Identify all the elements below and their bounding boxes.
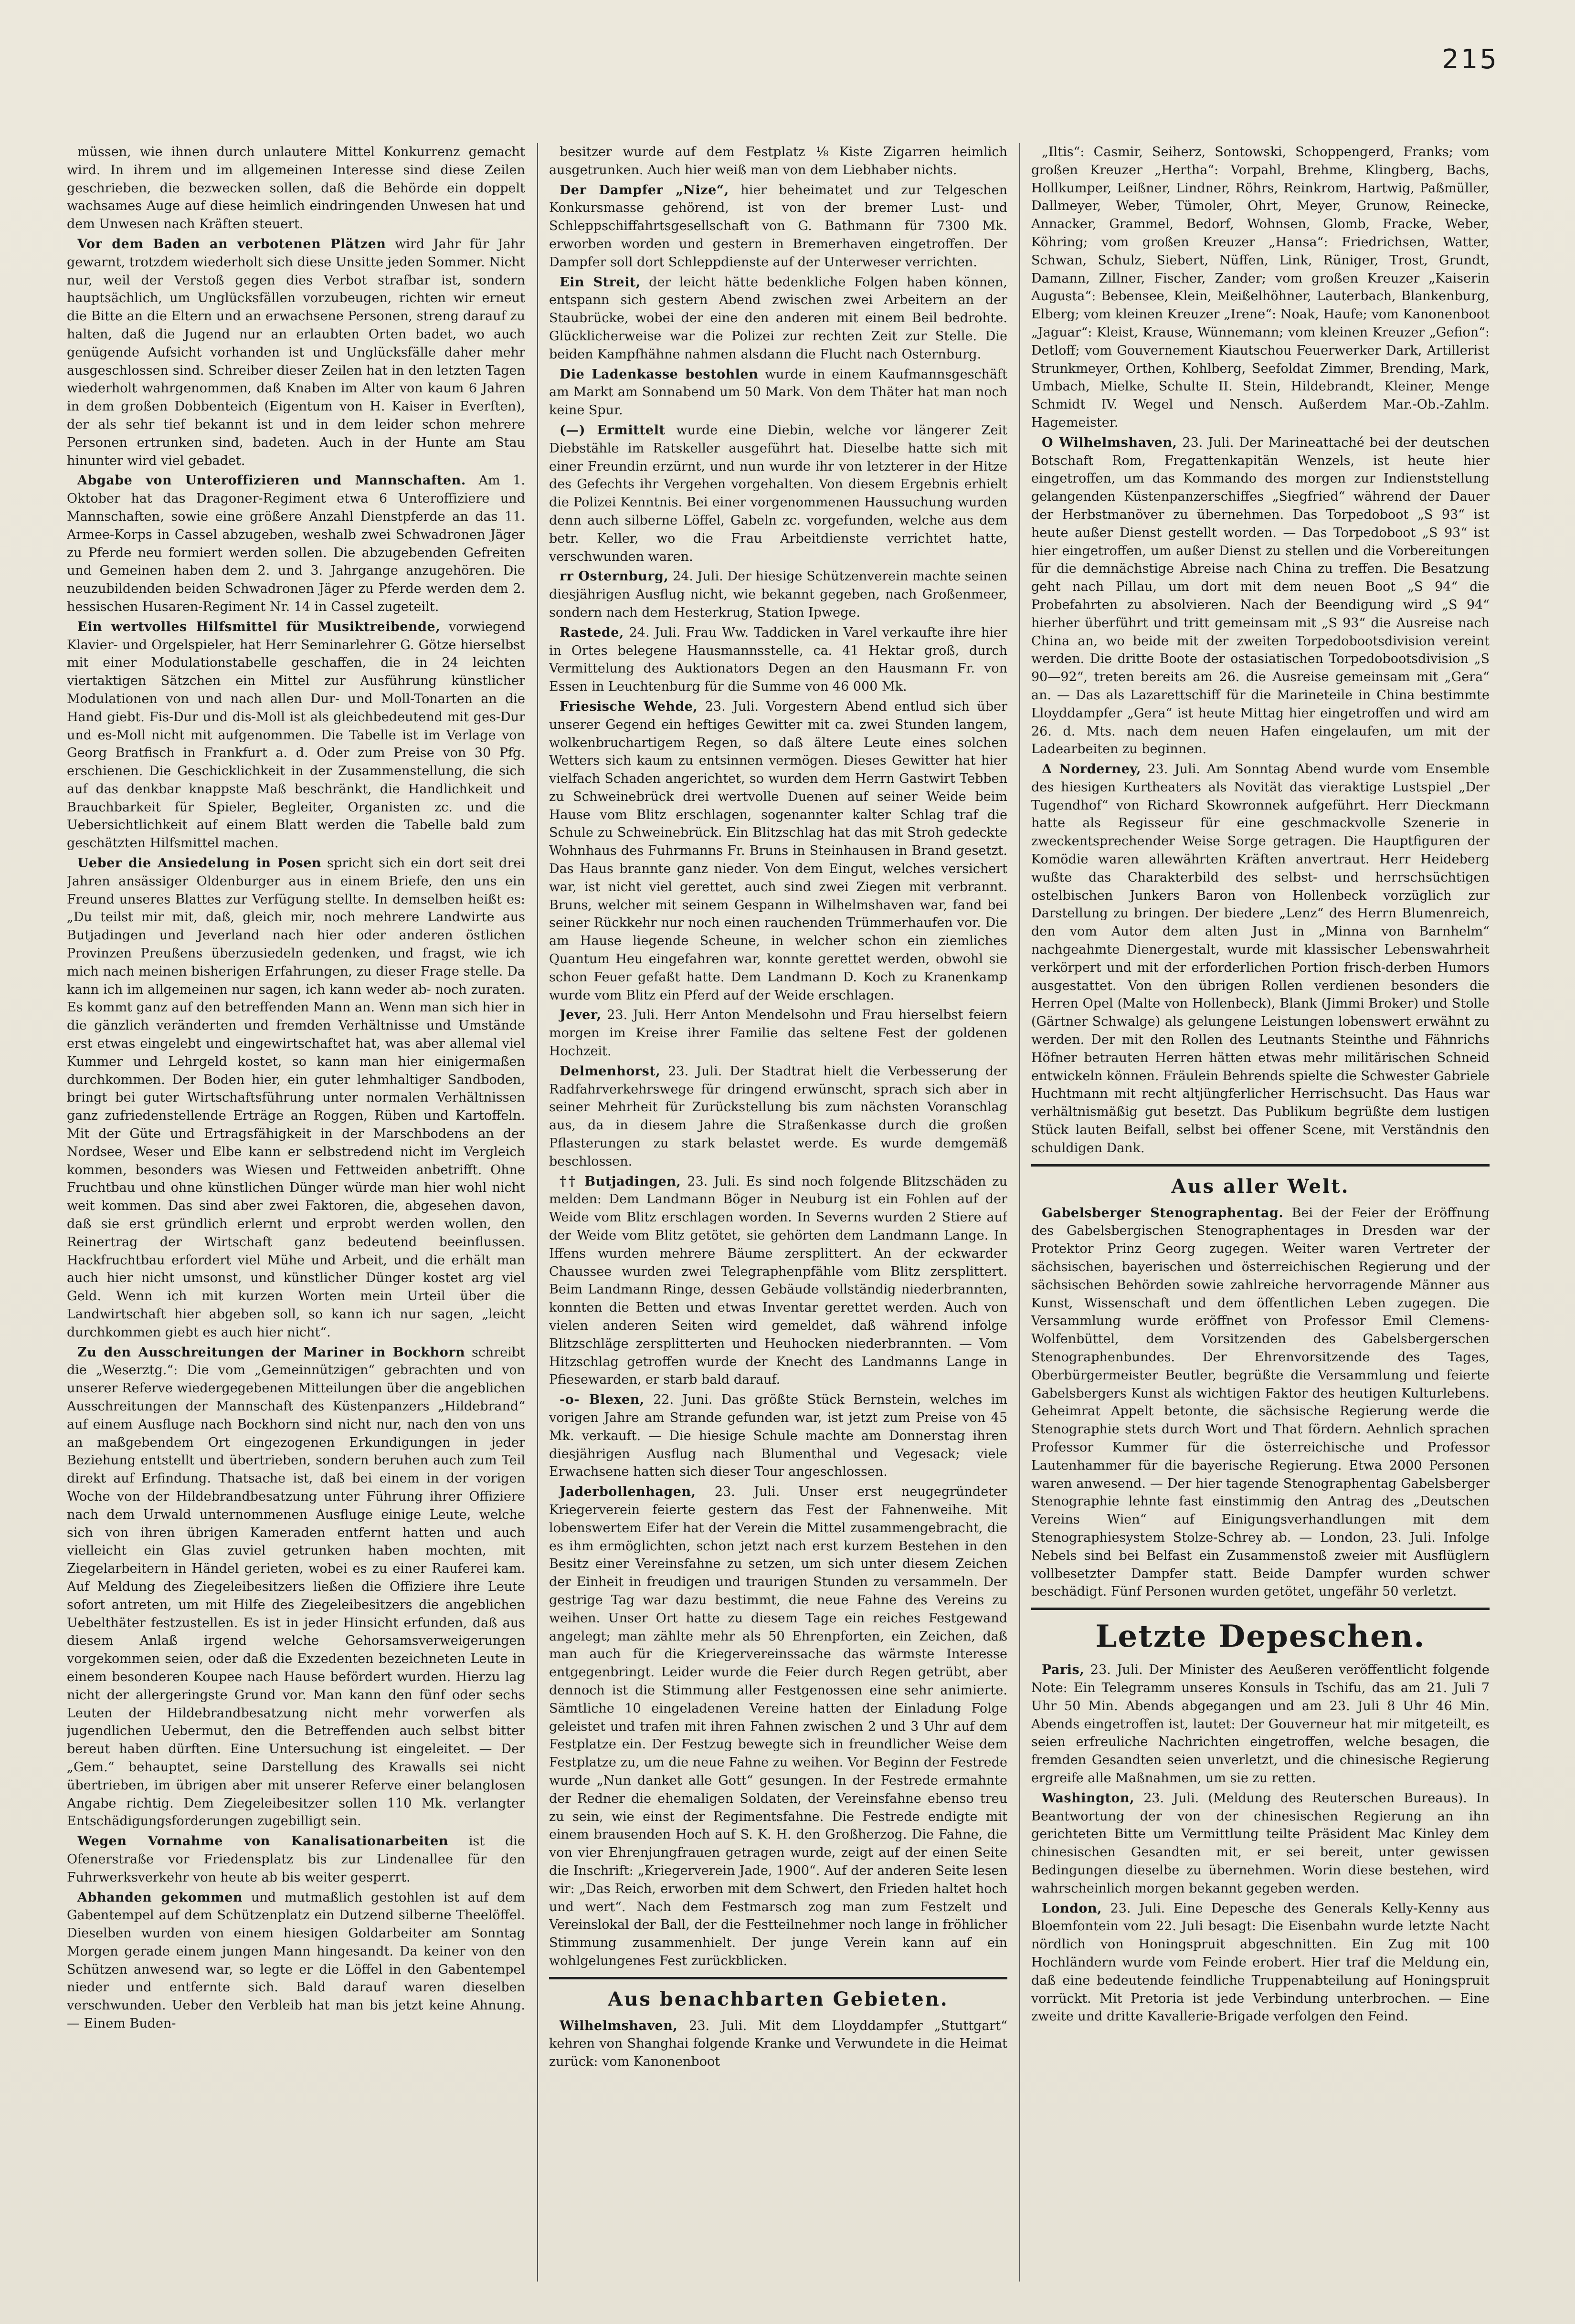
article-paragraph [1031, 1661, 1490, 1788]
article-lead: Der Dampfer „Nize“, [560, 182, 729, 198]
section-heading: Letzte Depeschen. [1095, 1619, 1426, 1655]
article-lead: Delmenhorst, [560, 1063, 661, 1079]
article-text: hier beheimatet und zur Telgeschen Konkursmasse gehörend, ist von der bremer Lust- und Schleppschiffahrtsgesellschaft von G. Bathmann für 7300 Mk. erworben worden und gestern in Bremerhaven eingetroffen. Der Dampfer soll dort Schleppdienste auf der Unterweser verrichten. [549, 182, 1007, 270]
article-text: wird Jahr für Jahr gewarnt, trotzdem wiederholt sich diese Unsitte jeden Sommer. Nicht nur, weil der Verstoß gegen dies Verbot strafbar ist, sondern hauptsächlich, um Unglücksfällen vorzubeugen, richten wir erneut die Bitte an die Eltern und an erwachsene Personen, streng darauf zu halten, daß die Jugend nur an erlaubten Orten badet, wo auch genügende Aufsicht vorhanden ist und Unglücksfälle daher mehr ausgeschlossen sind. Schreiber dieser Zeilen hat in den letzten Tagen wiederholt wahrgenommen, daß Knaben im Alter von kaum 6 Jahren in dem großen Dobbenteich (Eigentum von H. Kaiser in Everſten), der als sehr tief bekannt ist und in dem leider schon mehrere Personen ertrunken sind, badeten. Auch in der Hunte am Stau hinunter wird viel gebadet. [67, 236, 525, 468]
article-paragraph [67, 1344, 525, 1831]
article-paragraph [67, 854, 525, 1342]
article-text: 24. Juli. Der hiesige Schützenverein machte seinen diesjährigen Ausflug nicht, wie bekannt gegeben, nach Großenmeer, sondern nach dem Hesterkrug, Station Ipwege. [549, 569, 1007, 620]
article-lead: Paris, [1042, 1662, 1085, 1678]
article-paragraph [549, 624, 1007, 696]
section-divider [549, 1977, 1007, 1979]
article-lead: Gabelsberger Stenographentag. [1042, 1205, 1284, 1220]
article-lead: -o- Blexen, [560, 1392, 645, 1408]
article-paragraph [1031, 1900, 1490, 2026]
article-lead: Ein wertvolles Hilfsmittel für Musiktreibende, [77, 619, 441, 634]
article-lead: Wegen Vornahme von Kanalisationarbeiten [77, 1834, 449, 1849]
section-divider [1031, 1164, 1490, 1167]
article-text: und mutmaßlich gestohlen ist auf dem Gabentempel auf dem Schützenplatz ein Dutzend silberne Theelöffel. Dieselben wurden von einem hiesigen Goldarbeiter am Sonntag Morgen gerade einem jungen Mann hingesandt. Da keiner von den Schützen anwesend war, so legte er die Löffel in den Gabentempel nieder und entfernte sich. Bald darauf waren dieselben verschwunden. Ueber den Verbleib hat man bis jetzt keine Ahnung. — Einem Buden- [67, 1890, 525, 2031]
article-lead: Friesische Wehde, [560, 699, 698, 714]
column-rule [1019, 143, 1020, 2282]
column-rule [537, 143, 538, 2282]
article-lead: Wilhelmshaven, [560, 2018, 678, 2033]
article-paragraph [549, 1062, 1007, 1171]
article-paragraph [549, 1006, 1007, 1060]
article-lead: Rastede, [560, 625, 624, 640]
article-text: müssen, wie ihnen durch unlautere Mittel Konkurrenz gemacht wird. In ihrem und im allgemeinen Interesse sind diese Zeilen geschrieben, die bezwecken sollen, daß die Behörde ein doppelt wachsames Auge auf diese heimlich eindringenden Unwesen hat und dem Unwesen nach Kräften steuert. [67, 145, 525, 232]
article-text: 23. Juli. Eine Depesche des Generals Kelly-Kenny aus Bloemfontein vom 22. Juli besagt: Die Eisenbahn wurde letzte Nacht nördlich von Honingspruit abgeschnitten. Ein Zug mit 100 Hochländern wurde vom Feinde erobert. Hier traf die Meldung ein, daß eine bedeutende feindliche Truppenabteilung auf Honingspruit vorrückt. Mit Pretoria ist jede Verbindung unterbrochen. — Eine zweite und dritte Kavallerie-Brigade verfolgen den Feind. [1031, 1901, 1490, 2024]
article-paragraph [1031, 1789, 1490, 1898]
article-paragraph [67, 1832, 525, 1886]
section-heading: Aus aller Welt. [1171, 1175, 1350, 1198]
article-lead: rr Osternburg, [560, 569, 669, 584]
article-lead: O Wilhelmshaven, [1042, 435, 1177, 450]
article-paragraph [549, 273, 1007, 364]
article-lead: Jever, [560, 1008, 602, 1023]
article-text: 23. Juli. Am Sonntag Abend wurde vom Ensemble des hiesigen Kurtheaters als Novität das vieraktige Lustspiel „Der Tugendhof“ von Richard Skowronnek aufgeführt. Herr Dieckmann hatte als Regisseur für eine geschmackvolle Szenerie in zweckentsprechender Weise Sorge getragen. Die Hauptfiguren der Komödie waren allewährten Kräften anvertraut. Herr Heideberg wußte das Charakterbild des selbst- und herrschsüchtigen ostelbischen Junkers Baron von Hollenbeck vorzüglich zur Darstellung zu bringen. Der biedere „Lenz“ des Herrn Blumenreich, den vom Autor dem alten Just in „Minna von Barnhelm“ nachgeahmte Dienergestalt, wurde mit klassischer Lebenswahrheit verkörpert und mit der erforderlichen Portion frisch-derben Humors ausgestattet. Von den übrigen Rollen verdienen besonders die Herren Opel (Malte von Hollenbeck), Blank (Jimmi Broker) und Stolle (Gärtner Schwalge) als gelungene Leistungen lobenswert erwähnt zu werden. Der mit den Rollen des Leutnants Steinthe und Fähnrichs Höfner betrauten Herren hätten etwas mehr militärischen Schneid entwickeln können. Fräulein Behrends spielte die Schwester Gabriele Huchtmann mit recht altjüngferlicher Herrischsucht. Das Haus war verhältnismäßig gut besetzt. Das Publikum begrüßte dem lustigen Stück lauten Beifall, selbst bei offener Scene, mit Verständnis den schuldigen Dank. [1031, 762, 1490, 1156]
article-paragraph [1031, 1204, 1490, 1601]
article-text: 22. Juni. Das größte Stück Bernstein, welches im vorigen Jahre am Strande gefunden war, ist jetzt zum Preise von 45 Mk. verkauft. — Die hiesige Schule machte am Donnerstag ihren diesjährigen Ausflug nach Blumenthal und Vegesack; viele Erwachsene hatten sich dieser Tour angeschlossen. [549, 1392, 1007, 1480]
article-text: 23. Juli. (Meldung des Reuterschen Bureaus). In Beantwortung der von der chinesischen Regierung an ihn gerichteten Bitte um Vermittlung teilte Präsident Mac Kinley dem chinesischen Gesandten mit, er sei bereit, unter gewissen Bedingungen dieselbe zu übernehmen. Worin diese bestehen, wird wahrscheinlich morgen bekannt gegeben werden. [1031, 1790, 1490, 1896]
article-text: 24. Juli. Frau Ww. Taddicken in Varel verkaufte ihre hier in Ortes belegene Hausmannsstelle, ca. 41 Hektar groß, durch Vermittelung des Auktionators Degen an den Hausmann Fr. von Essen in Leuchtenburg für die Summe von 46 000 Mk. [549, 625, 1007, 694]
article-text: der leicht hätte bedenkliche Folgen haben können, entspann sich gestern Abend zwischen zwei Arbeitern an der Staubrücke, wobei der eine den anderen mit einem Beil bedrohte. Glücklicherweise war die Polizei zur rechten Zeit zur Stelle. Die beiden Kampfhähne nahmen alsdann die Flucht nach Osternburg. [549, 274, 1007, 362]
article-text: wurde in einem Kaufmannsgeschäft am Markt am Sonnabend um 50 Mark. Von dem Thäter hat man noch keine Spur. [549, 367, 1007, 418]
article-text: vorwiegend Klavier- und Orgelspieler, hat Herr Seminarlehrer G. Götze hierselbst mit einer Modulationstabelle geschaffen, die in 24 leichten viertaktigen Sätzchen ein Mittel zur Ausführung künstlicher Modulationen von und nach allen Dur- und Moll-Tonarten an die Hand giebt. Fis-Dur und dis-Moll ist als gleichbedeutend mit ges-Dur und es-Moll nicht mit aufgenommen. Die Tabelle ist im Verlage von Georg Bratfisch in Frankfurt a. d. Oder zum Preise von 30 Pfg. erschienen. Die Geschicklichkeit in der Zusammenstellung, die sich auf das denkbar knappste Maß beschränkt, die Handlichkeit und Brauchbarkeit für Spieler, Begleiter, Organisten zc. und die Uebersichtlichkeit auf einem Blatt werden die Tabelle bald zum geschätzten Hilfsmittel machen. [67, 619, 525, 851]
article-text: wurde eine Diebin, welche vor längerer Zeit Diebstähle im Ratskeller ausgeführt hat. Dieselbe hatte sich mit einer Freundin erzürnt, und nun wurde ihr von letzterer in der Hitze des Gefechts ihr Vergehen vorgehalten. Von diesem Ergebnis erhielt die Polizei Kenntnis. Bei einer vorgenommenen Haussuchung wurden denn auch silberne Löffel, Gabeln zc. vorgefunden, welche aus dem betr. Keller, wo die Frau Arbeitdienste verrichtet hatte, verschwunden waren. [549, 422, 1007, 564]
article-lead: (—) Ermittelt [560, 422, 666, 438]
article-paragraph [67, 1889, 525, 2033]
article-lead: Zu den Ausschreitungen der Mariner in Bockhorn [77, 1345, 465, 1360]
article-paragraph [549, 568, 1007, 621]
article-text: 23. Juli. Mit dem Lloyddampfer „Stuttgart“ kehren von Shanghai folgende Kranke und Verwundete in die Heimat zurück: vom Kanonenboot [549, 2018, 1007, 2070]
article-text: 23. Juli. Vorgestern Abend entlud sich über unserer Gegend ein heftiges Gewitter mit ca. zwei Stunden langem, wolkenbruchartigem Regen, so daß ältere Leute eines solchen Wetters sich kaum zu entsinnen vermögen. Dieses Gewitter hat hier vielfach Schaden angerichtet, so wurden dem Herrn Gastwirt Tebben zu Schweinebrück drei wertvolle Duenen auf seiner Weide beim Hause vom Blitz erschlagen, sogenannter kalter Schlag traf die Schule zu Schweinebrück. Ein Blitzschlag hat das mit Stroh gedeckte Wohnhaus des Fuhrmanns Fr. Bruns in Steinhausen in Brand gesetzt. Das Haus brannte ganz nieder. Von dem Eingut, welches versichert war, ist nicht viel gerettet, auch sind zwei Ziegen mit verbrannt. Bruns, welcher mit seinem Gespann in Wilhelmshaven war, fand bei seiner Rückkehr nur noch einen rauchenden Trümmerhaufen vor. Die am Hause liegende Scheune, in welcher schon ein ziemliches Quantum Heu eingefahren war, konnte gerettet werden, obwohl sie schon Feuer gefaßt hatte. Dem Landmann D. Koch zu Kranenkamp wurde vom Blitz ein Pferd auf der Weide erschlagen. [549, 699, 1007, 1003]
article-text: 23. Juli. Unser erst neugegründeter Kriegerverein feierte gestern das Fest der Fahnenweihe. Mit lobenswertem Eifer hat der Verein die Mittel zusammengebracht, die es ihm ermöglichten, schon jetzt nach erst kurzem Bestehen in den Besitz einer Vereinsfahne zu setzen, um sich unter diesem Zeichen der Einheit in freudigen und traurigen Stunden zu versammeln. Der gestrige Tag war dazu bestimmt, die neue Fahne des Vereins zu weihen. Unser Ort hatte zu diesem Tage ein reiches Festgewand angelegt; man zählte mehr als 50 Ehrenpforten, ein Zeichen, daß man auch für die Kriegervereinssache das wärmste Interesse entgegenbringt. Leider wurde die Feier durch Regen getrübt, aber dennoch ist die Stimmung aller Festgenossen eine sehr animierte. Sämtliche 10 eingeladenen Vereine hatten der Einladung Folge geleistet und trafen mit ihren Fahnen zwischen 2 und 3 Uhr auf dem Festplatze ein. Der Festzug bewegte sich in freundlicher Weise dem Festplatze zu, um die neue Fahne zu weihen. Vor Beginn der Festrede wurde „Nun danket alle Gott“ gesungen. In der Festrede ermahnte der Redner die ehemaligen Soldaten, der Vereinsfahne ebenso treu zu sein, wie einst der Regimentsfahne. Die Festrede endigte mit einem brausenden Hoch auf S. K. H. den Großherzog. Die Fahne, die von vier Ehrenjungfrauen getragen wurde, zeigt auf der einen Seite die Inschrift: „Kriegerverein Jade, 1900“. Auf der anderen Seite lesen wir: „Das Reich, erworben mit dem Schwert, den Frieden haltet hoch und wert“. Nach dem Festmarsch zog man zum Festzelt und Vereinslokal der Ball, der die Festteilnehmer noch lange in fröhlicher Stimmung zusammenhielt. Der junge Verein kann auf ein wohlgelungenes Fest zurückblicken. [549, 1484, 1007, 1968]
section-heading: Aus benachbarten Gebieten. [608, 1987, 949, 2010]
article-text: 23. Juli. Der Stadtrat hielt die Verbesserung der Radfahrverkehrswege für dringend erwünscht, sprach sich aber in seiner Mehrheit für Zurückstellung bis zum nächsten Voranschlag aus, da in diesem Jahre die Straßenkasse durch die großen Pflasterungen zu stark belastet werde. Es wurde demgemäß beschlossen. [549, 1063, 1007, 1169]
article-lead: †† Butjadingen, [560, 1174, 681, 1189]
article-text: schreibt die „Weserztg.“: Die vom „Gemeinnützigen“ gebrachten und von unserer Referve wiedergegebenen Mitteilungen über die angeblichen Ausschreitungen der Mannschaft des Küstenpanzers „Hildebrand“ auf einem Ausfluge nach Bockhorn sind nicht nur, nach den von uns an maßgebendem Ort eingezogenen Erkundigungen in jeder Beziehung entstellt und übertrieben, sondern beruhen auch zum Teil direkt auf Erfindung. Thatsache ist, daß bei einem in der vorigen Woche von der Hildebrandbesatzung unter Führung ihrer Offiziere nach dem Urwald unternommenen Ausfluge einige Leute, welche sich von ihren übrigen Kameraden entfernt hatten und auch vielleicht ein Glas zuviel getrunken haben mochten, mit Ziegelarbeitern in Händel gerieten, wobei es zu einer Rauferei kam. Auf Meldung des Ziegeleibesitzers ließen die Offiziere ihre Leute sofort antreten, um mit Hilfe des Ziegeleibesitzers die angeblichen Uebelthäter festzustellen. Es ist in jeder Hinsicht erfunden, daß aus diesem Anlaß irgend welche Gehorsamsverweigerungen vorgekommen seien, oder daß die Exzedenten bezeichneten Leute in einem besonderen Koupee nach Hause befördert wurden. Hierzu lag nicht der allergeringste Grund vor. Man kann den fünf oder sechs Leuten der Hildebrandbesatzung nicht mehr vorwerfen als jugendlichen Uebermut, den die Betreffenden auch selbst bitter bereut haben dürften. Eine Untersuchung ist eingeleitet. — Der „Gem.“ behauptet, seine Darstellung des Krawalls sei nicht übertrieben, im übrigen aber mit unserer Referve einer belanglosen Angabe richtig. Dem Ziegeleibesitzer sollen 110 Mk. verlangter Entschädigungsforderungen zugebilligt sein. [67, 1345, 525, 1829]
article-lead: Ein Streit, [560, 274, 641, 290]
article-lead: Washington, [1042, 1790, 1135, 1806]
article-lead: Ueber die Ansiedelung in Posen [77, 856, 322, 871]
article-paragraph [549, 181, 1007, 272]
article-text: spricht sich ein dort seit drei Jahren ansässiger Oldenburger aus in einem Briefe, den uns ein Freund unseres Blattes zur Verfügung stellte. In demselben heißt es: „Du teilst mir mit, daß, gleich mir, noch mehrere Landwirte aus Butjadingen und Jeverland nach hier oder anderen östlichen Provinzen Preußens überzusiedeln gedenken, und fragst, wie ich mich nach meinen bisherigen Erfahrungen, zu dieser Frage stelle. Da kann ich im allgemeinen nur sagen, ich kann weder ab- noch zuraten. Es kommt ganz auf den betreffenden Mann an. Wenn man sich hier in die gänzlich veränderten und fremden Verhältnisse und Umstände erst etwas eingelebt und eingewirtschaftet hat, was aber allemal viel Kummer und Lehrgeld kostet, so kann man hier einigermaßen durchkommen. Der Boden hier, ein guter lehmhaltiger Sandboden, bringt bei guter Wirtschaftsführung unter normalen Verhältnissen ganz zufriedenstellende Erträge an Roggen, Rüben und Kartoffeln. Mit der Güte und Ertragsfähigkeit in der Marschbodens an der Nordsee, Weser und Elbe kann er selbstredend nicht im Vergleich kommen, besonders was Wiesen und Fettweiden anbetrifft. Ohne Fruchtbau und ohne künstlichen Dünger würde man hier wohl nicht weit kommen. Das sind aber zwei Faktoren, die, abgesehen davon, daß sie erst gründlich erlernt und erprobt werden wollen, den Reinertrag der Wirtschaft ganz bedeutend beeinflussen. Hackfruchtbau erfordert viel Mühe und Arbeit, und die erhält man auch hier nicht umsonst, und künstlicher Dünger kostet arg viel Geld. Wenn ich mit kurzen Worten mein Urteil über die Landwirtschaft hier abgeben soll, so kann ich nur sagen, „leicht durchkommen giebt es auch hier nicht“. [67, 856, 525, 1340]
article-lead: Abhanden gekommen [77, 1890, 243, 1905]
article-lead: Abgabe von Unteroffizieren und Mannschaften. [77, 473, 466, 488]
article-text: 23. Juli. Der Marineattaché bei der deutschen Botschaft Rom, Fregattenkapitän Wenzels, ist heute hier eingetroffen, um das Kommando des morgen zur Indienststellung gelangenden Küstenpanzerschiffes „Siegfried“ während der Dauer der Herbstmanöver zu übernehmen. Das Torpedoboot „S 93“ ist heute außer Dienst gestellt worden. — Das Torpedoboot „S 93“ ist hier eingetroffen, um außer Dienst zu stellen und die Vorbereitungen für die demnächstige Abreise nach China zu treffen. Die Besatzung geht nach Pillau, um dort mit dem neuen Boot „S 94“ die Probefahrten zu absolvieren. Nach der Beendigung wird „S 94“ hierher überführt und tritt gemeinsam mit „S 93“ die Ausreise nach China an, wo beide mit der zweiten Torpedobootsdivision vereint werden. Die dritte Boote der ostasiatischen Torpedobootsdivision „S 90—92“, treten bereits am 26. die Ausreise gemeinsam mit „Gera“ an. — Das als Lazarettschiff für die Marineteile in China bestimmte Lloyddampfer „Gera“ ist heute Mittag hier eingetroffen und wird am 26. d. Mts. nach dem neuen Hafen eingelaufen, um mit der Ladearbeiten zu beginnen. [1031, 435, 1490, 757]
article-text: besitzer wurde auf dem Festplatz ⅛ Kiste Zigarren heimlich ausgetrunken. Auch hier weiß man von dem Liebhaber nichts. [549, 145, 1007, 178]
article-paragraph [549, 1391, 1007, 1481]
article-paragraph [67, 235, 525, 470]
article-paragraph [549, 698, 1007, 1005]
article-paragraph [1031, 760, 1490, 1157]
article-text: ist die Ofenerstraße vor Friedensplatz bis zur Lindenallee für den Fuhrwerksverkehr von heute ab bis weiter gesperrt. [67, 1834, 525, 1885]
article-text: „Iltis“: Casmir, Seiherz, Sontowski, Schoppengerd, Franks; vom großen Kreuzer „Hertha“: Vorpahl, Brehme, Klingberg, Bachs, Hollkumper, Leißner, Lindner, Röhrs, Reinkrom, Hartwig, Paßmüller, Dallmeyer, Weber, Tümoler, Ohrt, Meyer, Grunow, Reinecke, Annacker, Grammel, Bedorf, Wohnsen, Glomb, Fracke, Weber, Köhring; vom großen Kreuzer „Hansa“: Friedrichsen, Watter, Schwan, Schulz, Siebert, Nüffen, Link, Rüniger, Trost, Grundt, Damann, Zillner, Fischer, Zander; vom großen Kreuzer „Kaiserin Augusta“: Bebensee, Klein, Meißelhöhner, Lauterbach, Blankenburg, Elberg; vom kleinen Kreuzer „Irene“: Noak, Haufe; vom Kanonenboot „Jaguar“: Kleist, Krause, Wünnemann; vom kleinen Kreuzer „Gefion“: Detloff; vom Gouvernement Kiautschou Feuerwerker Dark, Artillerist Strunkmeyer, Orthen, Kohlberg, Seefoldat Zimmer, Brending, Mark, Umbach, Mielke, Schulte II. Stein, Hildebrandt, Kleiner, Menge Schmidt IV. Wegel und Nensch. Außerdem Mar.-Ob.-Zahlm. Hagemeister. [1031, 145, 1490, 430]
article-lead: Jaderbollenhagen, [560, 1484, 696, 1500]
article-paragraph [1031, 143, 1490, 432]
page-number: 215 [1442, 44, 1499, 75]
article-paragraph [549, 1173, 1007, 1389]
article-text: Bei der Feier der Eröffnung des Gabelsbergischen Stenographentages in Dresden war der Protektor Prinz Georg zugegen. Weiter waren Vertreter der sächsischen, bayerischen und österreichischen Regierung und der sächsischen Behörden sowie zahlreiche hervorragende Männer aus Kunst, Wissenschaft und dem öffentlichen Leben zugegen. Die Versammlung wurde eröffnet von Professor Emil Clemens-Wolfenbüttel, dem Vorsitzenden des Gabelsbergerschen Stenographenbundes. Der Ehrenvorsitzende des Tages, Oberbürgermeister Beutler, begrüßte die Versammlung und feierte Gabelsbergers Kunst als wichtigen Faktor des heutigen Kulturlebens. Geheimrat Appelt betonte, die sächsische Regierung werde die Stenographie stets durch Wort und That fördern. Aehnlich sprachen Professor Kummer für die österreichische und Professor Lautenhammer für die bayerische Regierung. Etwa 2000 Personen waren anwesend. — Der hier tagende Stenographentag Gabelsberger Stenographie lehnte fast einstimmig den Antrag des „Deutschen Vereins Wien“ auf Einigungsverhandlungen mit dem Stenographiesystem Stolze-Schrey ab. — London, 23. Juli. Infolge Nebels sind bei Belfast ein Zusammenstoß zweier mit Ausflüglern vollbesetzter Dampfer statt. Beide Dampfer wurden schwer beschädigt. Fünf Personen wurden getötet, ungefähr 50 verletzt. [1031, 1205, 1490, 1599]
article-paragraph [67, 472, 525, 616]
column-1 [67, 143, 525, 2282]
article-lead: Die Ladenkasse bestohlen [560, 367, 759, 382]
section-divider [1031, 1608, 1490, 1610]
column-2 [549, 143, 1007, 2282]
article-text: 23. Juli. Es sind noch folgende Blitzschäden zu melden: Dem Landmann Böger in Neuburg ist ein Fohlen auf der Weide vom Blitz erschlagen worden. In Severns wurden 2 Stiere auf der Weide vom Blitz getötet, sie gehörten dem Landmann Lange. In Iffens wurden mehrere Bäume zersplittert. An der eckwarder Chaussee wurden zwei Telegraphenpfähle vom Blitz zersplittert. Beim Landmann Ringe, dessen Gebäude vollständig niederbrannten, konnten die Betten und etwas Inventar gerettet werden. Auch von vielen anderen Seiten wird gemeldet, daß während infolge Blitzschläge zersplitterten und Heuhocken niederbrannten. — Vom Hitzschlag getroffen wurde der Knecht des Landmanns Lange in Pfiesewarden, er starb bald darauf. [549, 1174, 1007, 1388]
article-text: 23. Juli. Herr Anton Mendelsohn und Frau hierselbst feiern morgen im Kreise ihrer Familie das seltene Fest der goldenen Hochzeit. [549, 1008, 1007, 1059]
article-paragraph [549, 421, 1007, 566]
article-paragraph [549, 2017, 1007, 2071]
article-paragraph [549, 366, 1007, 420]
article-text: Am 1. Oktober hat das Dragoner-Regiment etwa 6 Unteroffiziere und Mannschaften, sowie eine größere Anzahl Dienstpferde an das 11. Armee-Korps in Cassel abzugeben, weshalb zwei Schwadronen Jäger zu Pferde neu formiert werden sollen. Die abzugebenden Gefreiten und Gemeinen haben dem 2. und 3. Jahrgange anzugehören. Die neuzubildenden beiden Schwadronen Jäger zu Pferde werden dem 2. hessischen Husaren-Regiment Nr. 14 in Cassel zugeteilt. [67, 473, 525, 614]
article-paragraph [67, 143, 525, 233]
article-lead: Δ Norderney, [1042, 762, 1141, 777]
article-paragraph [67, 618, 525, 852]
text-columns [67, 143, 1490, 2282]
column-3 [1031, 143, 1490, 2282]
article-lead: London, [1042, 1901, 1102, 1916]
article-text: 23. Juli. Der Minister des Aeußeren veröffentlicht folgende Note: Ein Telegramm unseres Konsuls in Tschifu, das am 21. Juli 7 Uhr 50 Min. Abends abgegangen und am 23. Juli 8 Uhr 46 Min. Abends eingetroffen ist, lautet: Der Gouverneur hat mir mitgeteilt, es seien erfreuliche Nachrichten eingetroffen, welche besagen, die fremden Gesandten seien unverletzt, und die chinesische Regierung ergreife alle Maßnahmen, um sie zu retten. [1031, 1662, 1490, 1786]
article-paragraph [1031, 434, 1490, 758]
article-paragraph [549, 143, 1007, 179]
article-lead: Vor dem Baden an verbotenen Plätzen [77, 236, 386, 252]
article-paragraph [549, 1483, 1007, 1970]
